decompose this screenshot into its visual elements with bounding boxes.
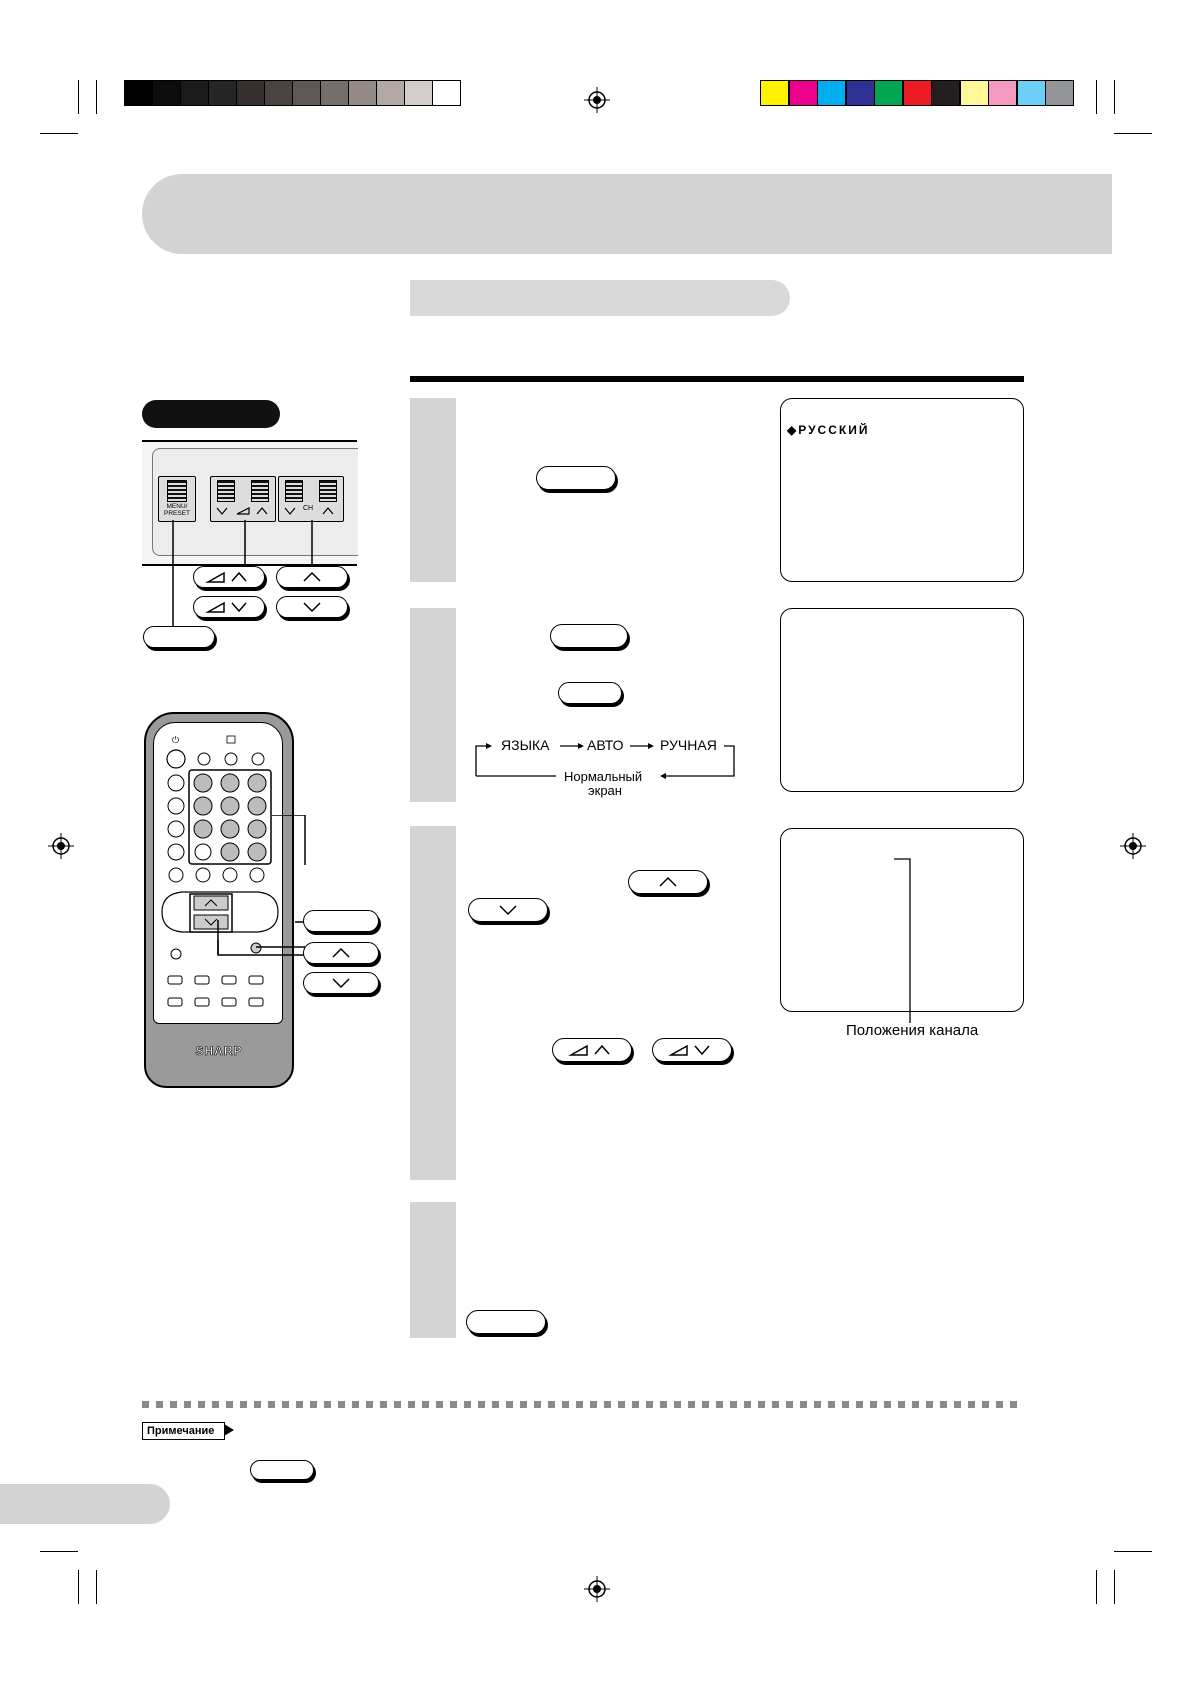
step-3-band [410, 826, 456, 1180]
chevron-down-icon [329, 976, 353, 990]
gray-swatch [124, 80, 153, 106]
volume-down-icon [667, 1043, 717, 1057]
ch-label: CH [303, 505, 314, 512]
registration-mark-top-icon [584, 87, 610, 113]
remote-up-callout-button[interactable] [303, 942, 379, 964]
color-swatch [903, 80, 932, 106]
volume-down-icon [204, 600, 254, 614]
section-header-band [410, 280, 790, 316]
step1-menu-button[interactable] [536, 466, 616, 490]
ch-up-callout-button[interactable] [276, 566, 348, 588]
color-swatch [874, 80, 903, 106]
step-4-band [410, 1202, 456, 1338]
color-swatch [931, 80, 960, 106]
ch-down-callout-button[interactable] [276, 596, 348, 618]
chevron-up-icon [656, 875, 680, 889]
gray-swatch [264, 80, 293, 106]
step3-up-button[interactable] [628, 870, 708, 894]
step4-menu-button[interactable] [466, 1310, 546, 1334]
svg-text:⏻: ⏻ [172, 735, 180, 745]
step2-menu-button[interactable] [550, 624, 628, 648]
chevron-down-icon [300, 600, 324, 614]
step3-down-button[interactable] [468, 898, 548, 922]
chevron-down-icon [496, 903, 520, 917]
remote-nav-leader [210, 920, 310, 960]
step1-screen-language: ◆РУССКИЙ [787, 423, 870, 437]
step3-vol-down-button[interactable] [652, 1038, 732, 1062]
page-number-tab [0, 1484, 170, 1524]
gray-swatch [320, 80, 349, 106]
color-swatch [846, 80, 875, 106]
step2-screen [780, 608, 1024, 792]
gray-swatch [180, 80, 209, 106]
section-rule [410, 376, 1024, 382]
gray-swatch [152, 80, 181, 106]
step1-screen [780, 398, 1024, 582]
step-1-band [410, 398, 456, 582]
gray-swatch [404, 80, 433, 106]
registration-mark-bottom-icon [584, 1576, 610, 1602]
note-menu-button[interactable] [250, 1460, 314, 1480]
flow-language: ЯЗЫКА [501, 737, 550, 753]
chevron-up-icon [300, 570, 324, 584]
channel-position-label: Положения канала [846, 1022, 979, 1039]
color-swatch [1045, 80, 1074, 106]
vol-down-callout-button[interactable] [193, 596, 265, 618]
registration-mark-left-icon [48, 833, 74, 859]
gray-swatch [292, 80, 321, 106]
flow-normal-line2: экран [588, 783, 622, 798]
menu-preset-label-line1: MENU/ [166, 503, 188, 510]
flow-normal-line1: Нормальный [564, 769, 643, 784]
menu-callout-button[interactable] [143, 626, 215, 648]
step2-preset-button[interactable] [558, 682, 622, 704]
volume-up-icon [567, 1043, 617, 1057]
color-swatch [760, 80, 789, 106]
gray-swatch [432, 80, 461, 106]
tv-panel-label-badge [142, 400, 280, 428]
flow-manual: РУЧНАЯ [660, 737, 717, 753]
color-swatch [789, 80, 818, 106]
menu-preset-label-line2: PRESET [163, 510, 190, 517]
note-arrow-icon [224, 1424, 234, 1436]
chevron-up-icon [329, 946, 353, 960]
remote-brand-logo: SHARP [195, 1044, 243, 1058]
gray-swatch [348, 80, 377, 106]
step3-vol-up-button[interactable] [552, 1038, 632, 1062]
volume-up-icon [204, 570, 254, 584]
note-label: Примечание [147, 1425, 215, 1437]
color-swatch [988, 80, 1017, 106]
color-swatch [817, 80, 846, 106]
remote-menu-callout-button[interactable] [303, 910, 379, 932]
color-swatch [1017, 80, 1046, 106]
flow-auto: АВТО [587, 737, 624, 753]
gray-swatch [208, 80, 237, 106]
vol-up-callout-button[interactable] [193, 566, 265, 588]
color-swatch [960, 80, 989, 106]
registration-mark-right-icon [1120, 833, 1146, 859]
step-2-band [410, 608, 456, 802]
page-header-band [142, 174, 1112, 254]
note-divider [142, 1401, 1024, 1408]
channel-position-leader [890, 855, 920, 1025]
note-label-badge [142, 1422, 225, 1440]
gray-swatch [376, 80, 405, 106]
remote-down-callout-button[interactable] [303, 972, 379, 994]
gray-swatch [236, 80, 265, 106]
